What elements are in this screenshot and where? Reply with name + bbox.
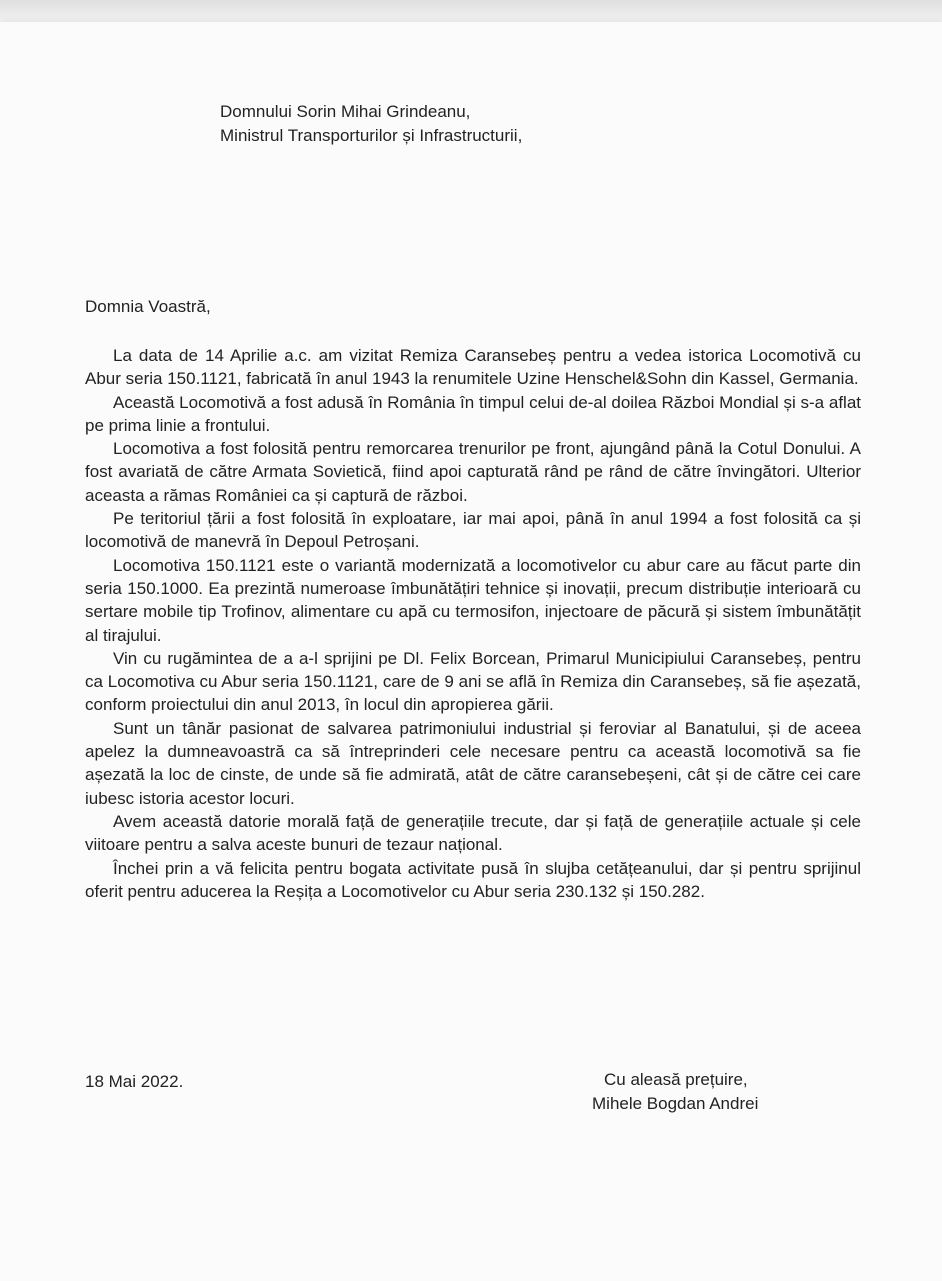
paragraph-duty: Avem această datorie morală față de generațiile trecute, dar și față de generațiile actuale și cele viitoare pentru a salva aceste bunuri de tezaur național. [85,811,861,855]
letter-date: 18 Mai 2022. [85,1072,184,1091]
paragraph-front: Locomotiva a fost folosită pentru remorcarea trenurilor pe front, ajungând până la Cotul Donului. A fost avariată de către Armata Sovietică, fiind apoi capturată rând pe rând de către învingători. Ulterior aceasta a rămas României ca și captură de război. [85,439,861,505]
paragraph-motivation: Sunt un tânăr pasionat de salvarea patrimoniului industrial și feroviar al Banatului, și de aceea apelez la dumneavoastră ca să întreprinderi cele necesare pentru ca această locomotivă sa fie așezată la loc de cinste, de unde să fie admirată, atât de către caransebeșeni, cât și de către cei care iubesc istoria acestor locuri. [85,718,861,808]
signature-block [592,1068,758,1116]
addressee-block [220,100,522,148]
paragraph-exploitation: Pe teritoriul țării a fost folosită în exploatare, iar mai apoi, până în anul 1994 a fost folosită ca și locomotivă de manevră în Depoul Petroșani. [85,509,861,552]
paragraph-request: Vin cu rugămintea de a a-l sprijini pe Dl. Felix Borcean, Primarul Municipiului Caransebeș, pentru ca Locomotiva cu Abur seria 150.1121, care de 9 ani se află în Remiza din Caransebeș, să fie așezată, conform proiectului din anul 2013, în locul din apropierea gării. [85,648,861,715]
letter-body [85,344,861,903]
paragraph-visit: La data de 14 Aprilie a.c. am vizitat Remiza Caransebeș pentru a vedea istorica Locomotivă cu Abur seria 150.1121, fabricată în anul 1943 la renumitele Uzine Henschel&Sohn din Kassel, Germania. [85,346,861,389]
paragraph-closing: Închei prin a vă felicita pentru bogata activitate pusă în slujba cetățeanului, dar și pentru sprijinul oferit pentru aducerea la Reșița a Locomotivelor cu Abur seria 230.132 și 150.282. [85,858,861,901]
closing-formula: Cu aleasă prețuire, [604,1070,748,1089]
paragraph-history: Această Locomotivă a fost adusă în România în timpul celui de-al doilea Război Mondial și s-a aflat pe prima linie a frontului. [85,392,861,435]
photo-top-edge [0,0,942,24]
paragraph-technical: Locomotiva 150.1121 este o variantă modernizată a locomotivelor cu abur care au făcut parte din seria 150.1000. Ea prezintă numeroase îmbunătățiri tehnice și inovații, precum distribuție interioară cu sertare mobile tip Trofinov, alimentare cu apă cu termosifon, injectoare de păcură și sistem îmbunătățit al tirajului. [85,555,861,645]
salutation: Domnia Voastră, [85,297,211,316]
signatory-name: Mihele Bogdan Andrei [592,1094,759,1113]
addressee-line-name: Domnului Sorin Mihai Grindeanu, [220,102,471,121]
addressee-line-title: Ministrul Transporturilor și Infrastructurii, [220,126,523,145]
